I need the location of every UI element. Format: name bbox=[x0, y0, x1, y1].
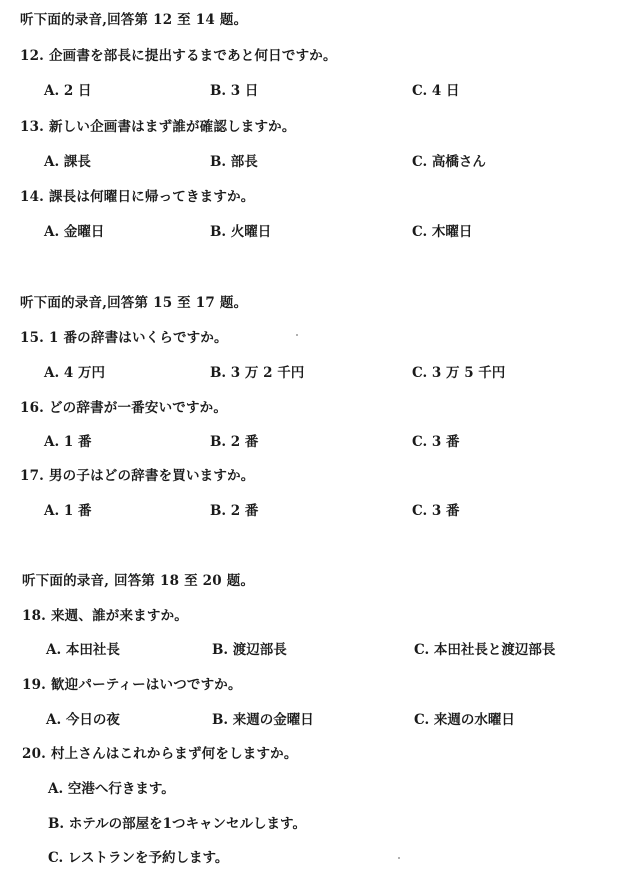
option-a: A. 空港へ行きます。 bbox=[48, 781, 175, 797]
option-a: A. 1 番 bbox=[44, 434, 92, 450]
question-14: 14. 課長は何曜日に帰ってきますか。 bbox=[20, 189, 255, 205]
option-a: A. 今日の夜 bbox=[46, 712, 120, 728]
question-20: 20. 村上さんはこれからまず何をしますか。 bbox=[22, 746, 298, 762]
section-header: 听下面的录音, 回答第 18 至 20 题。 bbox=[22, 573, 255, 589]
speck bbox=[296, 334, 298, 336]
question-13: 13. 新しい企画書はまず誰が確認しますか。 bbox=[20, 119, 296, 135]
option-c: C. 本田社長と渡辺部長 bbox=[414, 642, 556, 658]
question-17: 17. 男の子はどの辞書を買いますか。 bbox=[20, 468, 255, 484]
option-c: C. 3 番 bbox=[412, 503, 460, 519]
option-b: B. ホテルの部屋を1つキャンセルします。 bbox=[48, 816, 306, 832]
question-19: 19. 歓迎パーティーはいつですか。 bbox=[22, 677, 242, 693]
option-a: A. 4 万円 bbox=[44, 365, 105, 381]
option-b: B. 2 番 bbox=[210, 503, 259, 519]
option-b: B. 渡辺部長 bbox=[212, 642, 287, 658]
question-16: 16. どの辞書が一番安いですか。 bbox=[20, 400, 228, 416]
question-18: 18. 来週、誰が来ますか。 bbox=[22, 608, 188, 624]
option-b: B. 2 番 bbox=[210, 434, 259, 450]
option-c: C. レストランを予約します。 bbox=[48, 850, 229, 866]
question-12: 12. 企画書を部長に提出するまであと何日ですか。 bbox=[20, 48, 337, 64]
option-a: A. 金曜日 bbox=[44, 224, 105, 240]
option-c: C. 木曜日 bbox=[412, 224, 473, 240]
option-b: B. 3 日 bbox=[210, 83, 259, 99]
option-c: C. 来週の水曜日 bbox=[414, 712, 515, 728]
option-b: B. 部長 bbox=[210, 154, 258, 170]
option-a: A. 1 番 bbox=[44, 503, 92, 519]
option-c: C. 高橋さん bbox=[412, 154, 486, 170]
question-15: 15. 1 番の辞書はいくらですか。 bbox=[20, 330, 228, 346]
section-header: 听下面的录音,回答第 12 至 14 题。 bbox=[20, 12, 248, 28]
option-c: C. 4 日 bbox=[412, 83, 460, 99]
option-a: A. 本田社長 bbox=[46, 642, 120, 658]
option-c: C. 3 番 bbox=[412, 434, 460, 450]
option-b: B. 来週の金曜日 bbox=[212, 712, 314, 728]
section-header: 听下面的录音,回答第 15 至 17 题。 bbox=[20, 295, 248, 311]
option-c: C. 3 万 5 千円 bbox=[412, 365, 506, 381]
option-a: A. 2 日 bbox=[44, 83, 92, 99]
option-a: A. 課長 bbox=[44, 154, 91, 170]
option-b: B. 火曜日 bbox=[210, 224, 272, 240]
speck bbox=[398, 857, 400, 859]
option-b: B. 3 万 2 千円 bbox=[210, 365, 305, 381]
